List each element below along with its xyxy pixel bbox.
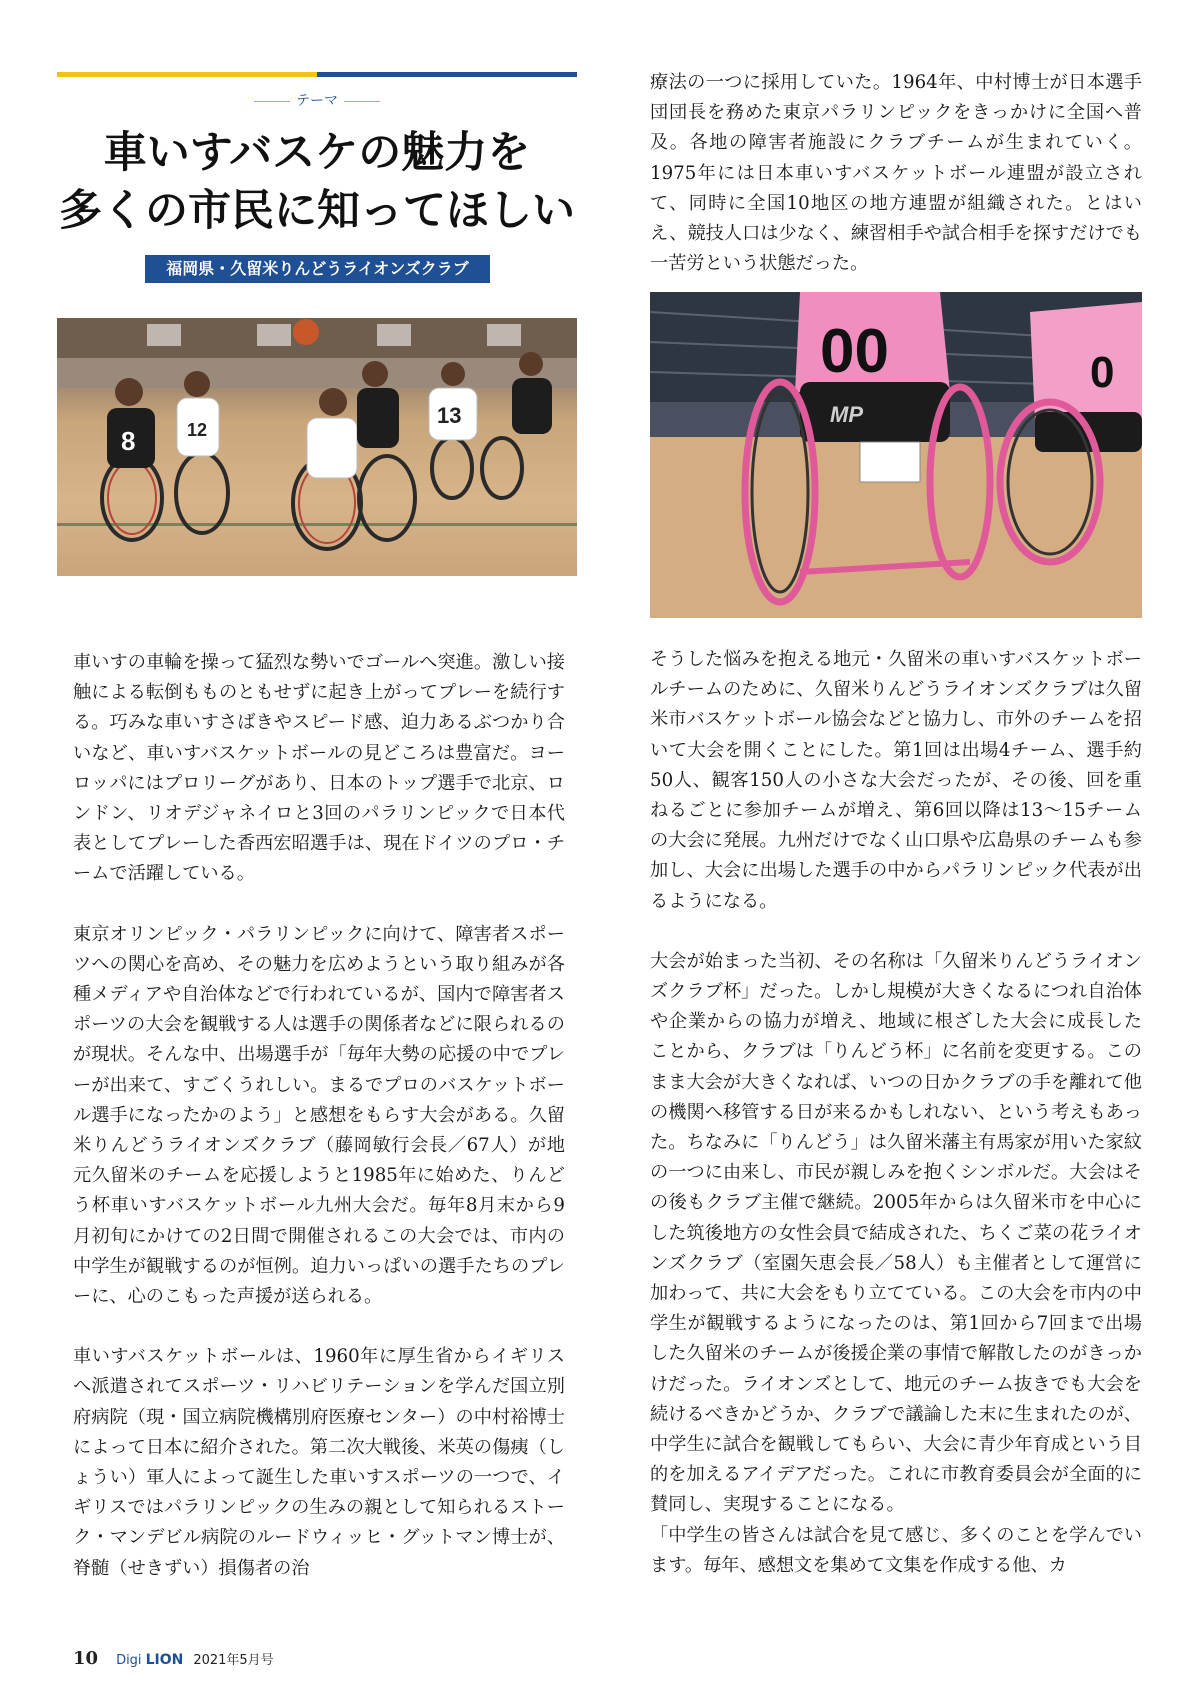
title-line-2: 多くの市民に知ってほしい [59, 186, 575, 236]
paragraph: 療法の一つに採用していた。1964年、中村博士が日本選手団団長を務めた東京パラリンピックをきっかけに全国へ普及。各地の障害者施設にクラブチームが生まれていく。1975年には日本車いすバスケットボール連盟が設立されて、同時に全国10地区の地方連盟が組織された。とはいえ、競技人口は少なく、練習相手や試合相手を探すだけでも一苦労という状態だった。 [650, 72, 1142, 275]
paragraph: そうした悩みを抱える地元・久留米の車いすバスケットボールチームのために、久留米りんどうライオンズクラブは久留米市バスケットボール協会などと協力し、市外のチームを招いて大会を開くことにした。第1回は出場4チーム、選手約50人、観客150人の小さな大会だったが、その後、回を重ねるごとに参加チームが増え、第6回以降は13～15チームの大会に発展。九州だけでなく山口県や広島県のチームも参加し、大会に出場した選手の中からパラリンピック代表が出るようになる。 [650, 649, 1142, 912]
magazine-name: LION [145, 1652, 184, 1668]
issue-date: 2021年5月号 [193, 1653, 274, 1668]
jersey-number: 13 [437, 403, 462, 428]
accent-bar-blue [317, 72, 577, 77]
paragraph: 「中学生の皆さんは試合を見て感じ、多くのことを学んでいます。毎年、感想文を集めて文集を作成する他、カ [650, 1524, 1142, 1576]
page-number: 10 [73, 1648, 99, 1669]
paragraph: 大会が始まった当初、その名称は「久留米りんどうライオンズクラブ杯」だった。しかし規模が大きくなるにつれ自治体や企業からの協力が増え、地域に根ざした大会に成長したことから、クラブは「りんどう杯」に名前を変更する。このまま大会が大きくなれば、いつの日かクラブの手を離れて他の機関へ移管する日が来るかもしれない、という考えもあった。ちなみに「りんどう」は久留米藩主有馬家が用いた家紋の一つに由来し、市民が親しみを抱くシンボルだ。大会はその後もクラブ主催で継続。2005年からは久留米市を中心にした筑後地方の女性会員で結成された、ちくご菜の花ライオンズクラブ（室園矢恵会長／58人）も主催者として運営に加わって、共に大会をもり立てている。この大会を市内の中学生が観戦するようになったのは、第1回から7回まで出場した久留米のチームが後援企業の事情で解散したのがきっかけだった。ライオンズとして、地元のチーム抜きでも大会を続けるべきかどうか、クラブで議論した末に生まれたのが、中学生に試合を観戦してもらい、大会に青少年育成という目的を加えるアイデアだった。これに市教育委員会が全面的に賛同し、実現することになる。 [650, 950, 1142, 1516]
article-column-left [73, 648, 565, 1584]
club-name-banner: 福岡県・久留米りんどうライオンズクラブ [145, 255, 490, 283]
svg-text:MP: MP [830, 402, 863, 427]
title-line-1: 車いすバスケの魅力を [103, 128, 531, 178]
article-column-right-bottom [650, 645, 1142, 1581]
article-title [57, 124, 577, 240]
pink-team-photo-illustration [650, 292, 1142, 618]
game-photo-illustration [57, 318, 577, 576]
top-accent-bar [57, 72, 577, 77]
jersey-number: 0 [1090, 348, 1115, 397]
theme-rule-left [254, 101, 290, 102]
magazine-digi: Digi [116, 1653, 142, 1668]
article-column-right-top [650, 68, 1142, 279]
pink-team-photo [650, 292, 1142, 618]
theme-text: テーマ [296, 93, 338, 109]
game-photo [57, 318, 577, 576]
paragraph: 車いすの車輪を操って猛烈な勢いでゴールへ突進。激しい接触による転倒もものともせずに起き上がってプレーを続行する。巧みな車いすさばきやスピード感、迫力あるぶつかり合いなど、車いすバスケットボールの見どころは豊富だ。ヨーロッパにはプロリーグがあり、日本のトップ選手で北京、ロンドン、リオデジャネイロと3回のパラリンピックで日本代表としてプレーした香西宏昭選手は、現在ドイツのプロ・チームで活躍している。 [73, 652, 565, 885]
accent-bar-yellow [57, 72, 317, 77]
jersey-number: 8 [121, 426, 136, 456]
theme-label [57, 90, 577, 110]
jersey-number: 12 [187, 420, 208, 440]
theme-rule-right [344, 101, 380, 102]
jersey-number: 00 [820, 317, 889, 386]
paragraph: 車いすバスケットボールは、1960年に厚生省からイギリスへ派遣されてスポーツ・リハビリテーションを学んだ国立別府病院（現・国立病院機構別府医療センター）の中村裕博士によって日本に紹介された。第二次大戦後、米英の傷痍（しょうい）軍人によって誕生した車いすスポーツの一つで、イギリスではパラリンピックの生みの親として知られるストーク・マンデビル病院のルードウィッヒ・グットマン博士が、脊髄（せきずい）損傷者の治 [73, 1346, 565, 1579]
paragraph: 東京オリンピック・パラリンピックに向けて、障害者スポーツへの関心を高め、その魅力を広めようという取り組みが各種メディアや自治体などで行われているが、国内で障害者スポーツの大会を観戦する人は選手の関係者などに限られるのが現状。そんな中、出場選手が「毎年大勢の応援の中でプレーが出来て、すごくうれしい。まるでプロのバスケットボール選手になったかのよう」と感想をもらす大会がある。久留米りんどうライオンズクラブ（藤岡敏行会長／67人）が地元久留米のチームを応援しようと1985年に始めた、りんどう杯車いすバスケットボール九州大会だ。毎年8月末から9月初旬にかけての2日間で開催されるこの大会では、市内の中学生が観戦するのが恒例。迫力いっぱいの選手たちのプレーに、心のこもった声援が送られる。 [73, 923, 565, 1308]
page-footer [73, 1648, 274, 1669]
